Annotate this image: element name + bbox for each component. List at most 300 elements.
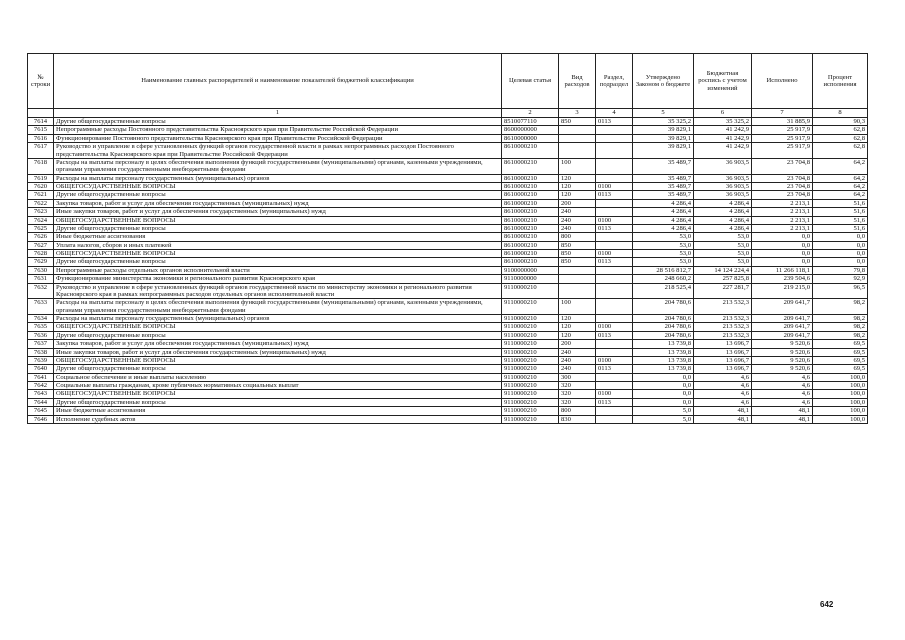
row-expense-type: 830	[559, 415, 596, 423]
header-roll: Бюджетная роспись с учетом изменений	[694, 54, 752, 109]
table-row	[28, 191, 868, 199]
row-approved-amount: 0,0	[633, 398, 694, 406]
row-percent: 51,6	[813, 199, 868, 207]
table-row	[28, 266, 868, 274]
row-percent: 98,2	[813, 299, 868, 315]
row-approved-amount: 204 780,6	[633, 299, 694, 315]
row-section: 0113	[596, 118, 633, 126]
row-executed-amount: 23 704,8	[752, 183, 813, 191]
row-target-code: 9110000210	[502, 348, 559, 356]
row-number: 7622	[28, 199, 54, 207]
row-section: 0113	[596, 398, 633, 406]
row-expense-type	[559, 126, 596, 134]
header-razd: Раздел, подраздел	[596, 54, 633, 109]
row-executed-amount: 4,6	[752, 373, 813, 381]
row-approved-amount: 204 780,6	[633, 323, 694, 331]
row-section	[596, 199, 633, 207]
row-roll-amount: 13 696,7	[694, 340, 752, 348]
row-approved-amount: 28 516 812,7	[633, 266, 694, 274]
row-expense-type: 120	[559, 323, 596, 331]
row-executed-amount: 23 704,8	[752, 158, 813, 174]
row-section	[596, 275, 633, 283]
row-approved-amount: 4 286,4	[633, 216, 694, 224]
row-number: 7628	[28, 250, 54, 258]
row-number: 7635	[28, 323, 54, 331]
row-executed-amount: 48,1	[752, 407, 813, 415]
row-expense-type: 850	[559, 250, 596, 258]
row-approved-amount: 248 660,2	[633, 275, 694, 283]
table-row	[28, 250, 868, 258]
row-roll-amount: 41 242,9	[694, 143, 752, 159]
row-percent: 64,2	[813, 191, 868, 199]
row-name: Другие общегосударственные вопросы	[54, 258, 502, 266]
row-section: 0100	[596, 323, 633, 331]
row-name: ОБЩЕГОСУДАРСТВЕННЫЕ ВОПРОСЫ	[54, 250, 502, 258]
row-percent: 69,5	[813, 356, 868, 364]
row-executed-amount: 23 704,8	[752, 191, 813, 199]
row-number: 7641	[28, 373, 54, 381]
row-percent: 69,5	[813, 340, 868, 348]
row-approved-amount: 218 525,4	[633, 283, 694, 299]
row-percent: 51,6	[813, 216, 868, 224]
column-number	[28, 109, 54, 118]
row-percent: 0,0	[813, 233, 868, 241]
row-section	[596, 340, 633, 348]
row-section: 0113	[596, 258, 633, 266]
row-executed-amount: 209 641,7	[752, 323, 813, 331]
row-percent: 0,0	[813, 241, 868, 249]
row-expense-type: 850	[559, 258, 596, 266]
row-percent: 90,3	[813, 118, 868, 126]
row-number: 7634	[28, 315, 54, 323]
row-name: Расходы на выплаты персоналу государственных (муниципальных) органов	[54, 315, 502, 323]
table-row	[28, 224, 868, 232]
row-number: 7632	[28, 283, 54, 299]
row-target-code: 8610000210	[502, 216, 559, 224]
row-roll-amount: 4,6	[694, 398, 752, 406]
row-target-code: 8610000210	[502, 183, 559, 191]
column-number: 8	[813, 109, 868, 118]
row-section	[596, 283, 633, 299]
row-target-code: 9110000210	[502, 340, 559, 348]
row-number: 7637	[28, 340, 54, 348]
row-section: 0100	[596, 356, 633, 364]
row-percent: 69,5	[813, 348, 868, 356]
row-approved-amount: 204 780,6	[633, 331, 694, 339]
row-target-code: 8610000210	[502, 174, 559, 182]
row-percent: 96,5	[813, 283, 868, 299]
row-number: 7643	[28, 390, 54, 398]
table-row	[28, 299, 868, 315]
row-name: Уплата налогов, сборов и иных платежей	[54, 241, 502, 249]
row-target-code: 9110000210	[502, 373, 559, 381]
row-approved-amount: 53,0	[633, 258, 694, 266]
row-roll-amount: 48,1	[694, 415, 752, 423]
page-number: 642	[820, 600, 834, 609]
table-row	[28, 118, 868, 126]
row-percent: 0,0	[813, 258, 868, 266]
header-num: № строки	[28, 54, 54, 109]
row-name: Функционирование Постоянного представительства Красноярского края при Правительстве Российской Федерации	[54, 134, 502, 142]
row-approved-amount: 13 739,8	[633, 356, 694, 364]
row-approved-amount: 0,0	[633, 382, 694, 390]
row-roll-amount: 13 696,7	[694, 365, 752, 373]
row-executed-amount: 2 213,1	[752, 208, 813, 216]
row-approved-amount: 13 739,8	[633, 348, 694, 356]
row-name: Другие общегосударственные вопросы	[54, 191, 502, 199]
row-expense-type: 320	[559, 382, 596, 390]
row-number: 7646	[28, 415, 54, 423]
row-roll-amount: 35 325,2	[694, 118, 752, 126]
row-roll-amount: 4 286,4	[694, 224, 752, 232]
row-expense-type: 240	[559, 216, 596, 224]
row-target-code: 9110000210	[502, 283, 559, 299]
row-executed-amount: 48,1	[752, 415, 813, 423]
row-target-code: 9100000000	[502, 266, 559, 274]
row-approved-amount: 35 489,7	[633, 174, 694, 182]
row-name: Руководство и управление в сфере установленных функций органов государственной власти в рамках непрограммных расходов Постоянного представительства Красноярского края при Правительстве Российской Федерации	[54, 143, 502, 159]
row-section	[596, 382, 633, 390]
row-percent: 62,8	[813, 134, 868, 142]
row-name: Исполнение судебных актов	[54, 415, 502, 423]
row-roll-amount: 13 696,7	[694, 356, 752, 364]
row-executed-amount: 0,0	[752, 233, 813, 241]
row-executed-amount: 239 504,6	[752, 275, 813, 283]
header-row	[28, 54, 868, 109]
row-expense-type	[559, 283, 596, 299]
row-name: Другие общегосударственные вопросы	[54, 365, 502, 373]
row-approved-amount: 13 739,8	[633, 365, 694, 373]
table-row	[28, 241, 868, 249]
row-target-code: 8610000210	[502, 224, 559, 232]
row-expense-type: 100	[559, 299, 596, 315]
row-name: Непрограммные расходы Постоянного представительства Красноярского края при Правительстве Российской Федерации	[54, 126, 502, 134]
row-section	[596, 266, 633, 274]
row-expense-type: 800	[559, 233, 596, 241]
column-number: 4	[596, 109, 633, 118]
row-name: Другие общегосударственные вопросы	[54, 398, 502, 406]
row-roll-amount: 4 286,4	[694, 208, 752, 216]
row-name: Закупка товаров, работ и услуг для обеспечения государственных (муниципальных) нужд	[54, 199, 502, 207]
table-row	[28, 233, 868, 241]
header-name: Наименование главных распорядителей и наименование показателей бюджетной классификации	[54, 54, 502, 109]
row-executed-amount: 4,6	[752, 382, 813, 390]
column-number: 7	[752, 109, 813, 118]
row-approved-amount: 35 489,7	[633, 158, 694, 174]
row-number: 7639	[28, 356, 54, 364]
row-roll-amount: 13 696,7	[694, 348, 752, 356]
row-expense-type: 800	[559, 407, 596, 415]
row-percent: 100,0	[813, 382, 868, 390]
row-section	[596, 233, 633, 241]
row-name: Закупка товаров, работ и услуг для обеспечения государственных (муниципальных) нужд	[54, 340, 502, 348]
row-roll-amount: 53,0	[694, 233, 752, 241]
row-executed-amount: 219 215,0	[752, 283, 813, 299]
row-section	[596, 299, 633, 315]
row-percent: 92,9	[813, 275, 868, 283]
column-number: 5	[633, 109, 694, 118]
table-row	[28, 134, 868, 142]
table-row	[28, 415, 868, 423]
column-number: 3	[559, 109, 596, 118]
row-executed-amount: 31 885,9	[752, 118, 813, 126]
row-name: Руководство и управление в сфере установленных функций органов государственной власти по министерству экономики и регионального развития Красноярского края в рамках непрограммных расходов отдельных органов исполнительной власти	[54, 283, 502, 299]
row-executed-amount: 23 704,8	[752, 174, 813, 182]
row-percent: 62,8	[813, 126, 868, 134]
row-executed-amount: 25 917,9	[752, 134, 813, 142]
row-name: ОБЩЕГОСУДАРСТВЕННЫЕ ВОПРОСЫ	[54, 323, 502, 331]
row-roll-amount: 213 532,3	[694, 315, 752, 323]
row-executed-amount: 0,0	[752, 241, 813, 249]
row-number: 7623	[28, 208, 54, 216]
table-row	[28, 283, 868, 299]
table-row	[28, 216, 868, 224]
row-roll-amount: 4,6	[694, 390, 752, 398]
row-executed-amount: 2 213,1	[752, 199, 813, 207]
header-code: Целевая статья	[502, 54, 559, 109]
table-row	[28, 331, 868, 339]
table-row	[28, 407, 868, 415]
row-target-code: 9110000210	[502, 407, 559, 415]
row-section	[596, 373, 633, 381]
row-executed-amount: 4,6	[752, 390, 813, 398]
row-number: 7615	[28, 126, 54, 134]
row-target-code: 8600000000	[502, 126, 559, 134]
row-section: 0100	[596, 216, 633, 224]
table-row	[28, 373, 868, 381]
row-percent: 62,8	[813, 143, 868, 159]
row-name: Социальные выплаты гражданам, кроме публичных нормативных социальных выплат	[54, 382, 502, 390]
row-number: 7625	[28, 224, 54, 232]
table-row	[28, 158, 868, 174]
row-number: 7627	[28, 241, 54, 249]
row-expense-type	[559, 134, 596, 142]
row-expense-type: 850	[559, 241, 596, 249]
header-pct: Процент исполнения	[813, 54, 868, 109]
row-roll-amount: 227 281,7	[694, 283, 752, 299]
row-number: 7631	[28, 275, 54, 283]
row-expense-type: 120	[559, 174, 596, 182]
row-executed-amount: 4,6	[752, 398, 813, 406]
row-name: Функционирование министерства экономики и регионального развития Красноярского края	[54, 275, 502, 283]
table-row	[28, 208, 868, 216]
row-number: 7644	[28, 398, 54, 406]
table-row	[28, 348, 868, 356]
row-roll-amount: 4 286,4	[694, 199, 752, 207]
row-approved-amount: 4 286,4	[633, 224, 694, 232]
column-number: 6	[694, 109, 752, 118]
row-executed-amount: 9 520,6	[752, 348, 813, 356]
row-percent: 0,0	[813, 250, 868, 258]
row-percent: 98,2	[813, 323, 868, 331]
row-target-code: 8610000210	[502, 191, 559, 199]
table-row	[28, 365, 868, 373]
row-percent: 64,2	[813, 183, 868, 191]
row-roll-amount: 36 903,5	[694, 174, 752, 182]
row-percent: 79,8	[813, 266, 868, 274]
row-expense-type: 120	[559, 331, 596, 339]
row-section: 0113	[596, 365, 633, 373]
row-section: 0113	[596, 331, 633, 339]
row-executed-amount: 2 213,1	[752, 216, 813, 224]
row-name: Социальное обеспечение и иные выплаты населению	[54, 373, 502, 381]
table-row	[28, 126, 868, 134]
row-target-code: 8510077110	[502, 118, 559, 126]
row-expense-type: 120	[559, 315, 596, 323]
row-expense-type	[559, 275, 596, 283]
row-target-code: 9110000210	[502, 390, 559, 398]
row-expense-type: 100	[559, 158, 596, 174]
row-roll-amount: 4 286,4	[694, 216, 752, 224]
row-roll-amount: 53,0	[694, 241, 752, 249]
row-expense-type: 200	[559, 340, 596, 348]
row-approved-amount: 35 489,7	[633, 191, 694, 199]
row-approved-amount: 39 829,1	[633, 126, 694, 134]
row-section: 0100	[596, 390, 633, 398]
row-target-code: 8610000210	[502, 208, 559, 216]
row-target-code: 9110000210	[502, 356, 559, 364]
row-approved-amount: 39 829,1	[633, 143, 694, 159]
row-roll-amount: 41 242,9	[694, 126, 752, 134]
row-number: 7620	[28, 183, 54, 191]
row-roll-amount: 36 903,5	[694, 191, 752, 199]
row-section	[596, 143, 633, 159]
row-section	[596, 126, 633, 134]
row-approved-amount: 35 489,7	[633, 183, 694, 191]
row-percent: 69,5	[813, 365, 868, 373]
row-name: Другие общегосударственные вопросы	[54, 331, 502, 339]
header-vid: Вид расходов	[559, 54, 596, 109]
row-roll-amount: 4,6	[694, 373, 752, 381]
table-row	[28, 143, 868, 159]
row-name: Иные закупки товаров, работ и услуг для обеспечения государственных (муниципальных) нужд	[54, 208, 502, 216]
row-section: 0100	[596, 250, 633, 258]
row-number: 7619	[28, 174, 54, 182]
row-expense-type: 200	[559, 199, 596, 207]
row-section: 0113	[596, 191, 633, 199]
row-roll-amount: 257 825,8	[694, 275, 752, 283]
row-approved-amount: 4 286,4	[633, 208, 694, 216]
row-percent: 100,0	[813, 398, 868, 406]
row-expense-type: 240	[559, 356, 596, 364]
row-target-code: 8610000210	[502, 199, 559, 207]
table-row	[28, 258, 868, 266]
row-roll-amount: 53,0	[694, 258, 752, 266]
row-section	[596, 241, 633, 249]
table-row	[28, 174, 868, 182]
row-section	[596, 134, 633, 142]
row-section	[596, 415, 633, 423]
row-percent: 51,6	[813, 224, 868, 232]
row-roll-amount: 36 903,5	[694, 183, 752, 191]
row-target-code: 9110000210	[502, 398, 559, 406]
row-approved-amount: 0,0	[633, 373, 694, 381]
row-percent: 98,2	[813, 315, 868, 323]
table-row	[28, 382, 868, 390]
row-executed-amount: 2 213,1	[752, 224, 813, 232]
row-expense-type: 120	[559, 191, 596, 199]
table-row	[28, 356, 868, 364]
row-number: 7616	[28, 134, 54, 142]
column-number: 2	[502, 109, 559, 118]
row-target-code: 9110000210	[502, 365, 559, 373]
row-number: 7614	[28, 118, 54, 126]
row-approved-amount: 204 780,6	[633, 315, 694, 323]
row-executed-amount: 11 266 118,1	[752, 266, 813, 274]
row-roll-amount: 213 532,3	[694, 299, 752, 315]
row-approved-amount: 5,0	[633, 415, 694, 423]
row-section	[596, 174, 633, 182]
row-percent: 100,0	[813, 390, 868, 398]
row-roll-amount: 14 124 224,4	[694, 266, 752, 274]
row-number: 7636	[28, 331, 54, 339]
row-target-code: 9110000210	[502, 299, 559, 315]
header-done: Исполнено	[752, 54, 813, 109]
row-number: 7630	[28, 266, 54, 274]
row-name: Иные закупки товаров, работ и услуг для обеспечения государственных (муниципальных) нужд	[54, 348, 502, 356]
row-target-code: 8610000210	[502, 233, 559, 241]
row-name: Другие общегосударственные вопросы	[54, 224, 502, 232]
row-expense-type: 850	[559, 118, 596, 126]
row-name: Расходы на выплаты персоналу государственных (муниципальных) органов	[54, 174, 502, 182]
row-approved-amount: 53,0	[633, 250, 694, 258]
table-row	[28, 390, 868, 398]
row-expense-type: 320	[559, 398, 596, 406]
row-roll-amount: 36 903,5	[694, 158, 752, 174]
row-approved-amount: 53,0	[633, 241, 694, 249]
row-expense-type: 240	[559, 365, 596, 373]
row-number: 7624	[28, 216, 54, 224]
row-name: Непрограммные расходы отдельных органов исполнительной власти	[54, 266, 502, 274]
row-executed-amount: 0,0	[752, 250, 813, 258]
row-target-code: 8610000210	[502, 258, 559, 266]
row-roll-amount: 48,1	[694, 407, 752, 415]
row-approved-amount: 35 325,2	[633, 118, 694, 126]
row-expense-type	[559, 143, 596, 159]
row-approved-amount: 5,0	[633, 407, 694, 415]
row-executed-amount: 0,0	[752, 258, 813, 266]
row-percent: 64,2	[813, 158, 868, 174]
table-row	[28, 323, 868, 331]
row-number: 7638	[28, 348, 54, 356]
budget-table	[27, 53, 868, 424]
row-target-code: 9110000000	[502, 275, 559, 283]
row-name: Расходы на выплаты персоналу в целях обеспечения выполнения функций государственными (муниципальными) органами, казенными учреждениями, органами управления государственными внебюджетными фондами	[54, 299, 502, 315]
row-section	[596, 315, 633, 323]
row-number: 7642	[28, 382, 54, 390]
row-name: ОБЩЕГОСУДАРСТВЕННЫЕ ВОПРОСЫ	[54, 356, 502, 364]
row-approved-amount: 0,0	[633, 390, 694, 398]
row-expense-type: 240	[559, 224, 596, 232]
row-executed-amount: 209 641,7	[752, 331, 813, 339]
row-section	[596, 158, 633, 174]
row-executed-amount: 209 641,7	[752, 315, 813, 323]
row-percent: 51,6	[813, 208, 868, 216]
row-approved-amount: 4 286,4	[633, 199, 694, 207]
row-executed-amount: 25 917,9	[752, 143, 813, 159]
row-percent: 100,0	[813, 407, 868, 415]
row-section	[596, 407, 633, 415]
row-number: 7645	[28, 407, 54, 415]
row-name: Иные бюджетные ассигнования	[54, 233, 502, 241]
row-executed-amount: 9 520,6	[752, 340, 813, 348]
column-number: 1	[54, 109, 502, 118]
table-row	[28, 340, 868, 348]
row-target-code: 9110000210	[502, 382, 559, 390]
row-section	[596, 348, 633, 356]
row-expense-type: 120	[559, 183, 596, 191]
row-name: Иные бюджетные ассигнования	[54, 407, 502, 415]
